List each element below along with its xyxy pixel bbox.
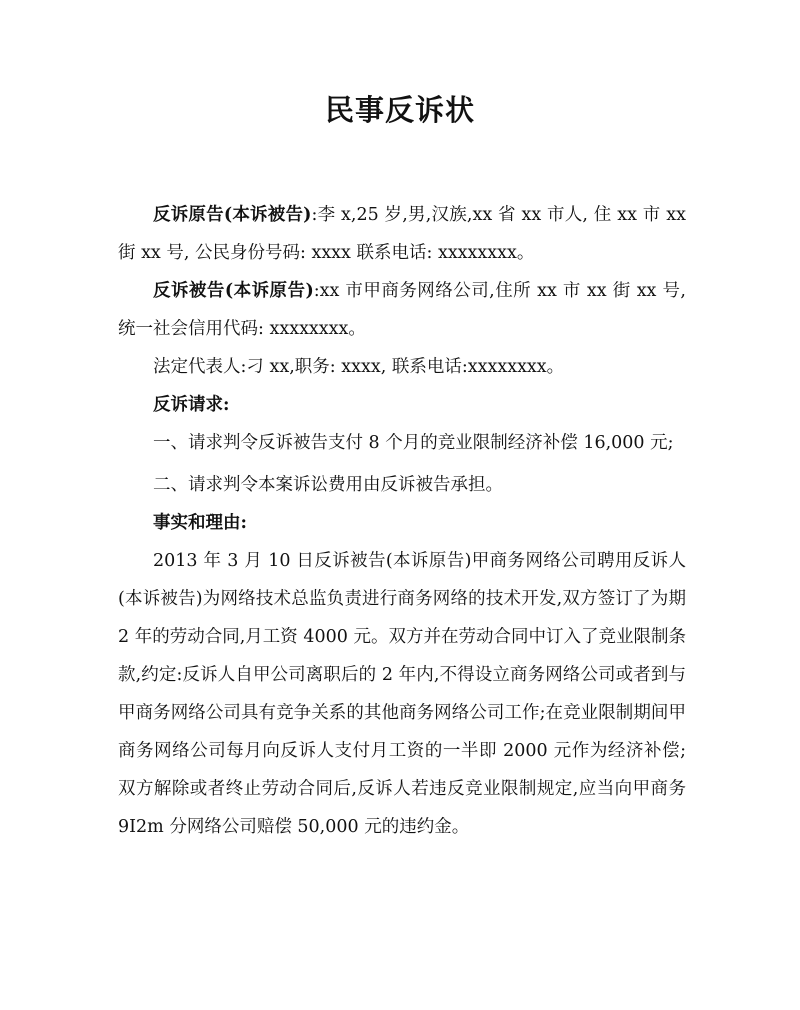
defendant-label: 反诉被告(本诉原告): [153, 281, 314, 301]
facts-paragraph: 2013 年 3 月 10 日反诉被告(本诉原告)甲商务网络公司聘用反诉人(本诉被告)为网络技术总监负责进行商务网络的技术开发,双方签订了为期 2 年的劳动合同,月工资 4000 元。双方并在劳动合同中订入了竞业限制条款,约定:反诉人自甲公司离职后的 2 年内,不得设立商务网络公司或者到与甲商务网络公司具有竞争关系的其他商务网络公司工作;在竞业限制期间甲商务网络公司每月向反诉人支付月工资的一半即 2000 元作为经济补偿;双方解除或者终止劳动合同后,反诉人若违反竞业限制规定,应当向甲商务 9I2m 分网络公司赔偿 50,000 元的违约金。: [118, 551, 686, 837]
defendant-paragraph: [118, 272, 686, 348]
claim-item-2: 二、请求判令本案诉讼费用由反诉被告承担。: [153, 475, 503, 495]
legal-representative: 法定代表人:刁 xx,职务: xxxx, 联系电话:xxxxxxxx。: [153, 357, 565, 377]
document-title: 民事反诉状: [324, 93, 475, 127]
document-body: [118, 196, 686, 846]
plaintiff-paragraph: [118, 196, 686, 272]
defendant-text: :xx 市甲商务网络公司,住所 xx 市 xx 街 xx 号, 统一社会信用代码: xxxxxxxx。: [118, 281, 686, 339]
facts-heading: 事实和理由:: [153, 513, 247, 533]
plaintiff-text: :李 x,25 岁,男,汉族,xx 省 xx 市人, 住 xx 市 xx 街 xx 号, 公民身份号码: xxxx 联系电话: xxxxxxxx。: [118, 205, 686, 263]
claims-heading: 反诉请求:: [153, 395, 230, 415]
claim-item-1: 一、请求判令反诉被告支付 8 个月的竞业限制经济补偿 16,000 元;: [153, 433, 674, 453]
plaintiff-label: 反诉原告(本诉被告): [153, 205, 312, 225]
